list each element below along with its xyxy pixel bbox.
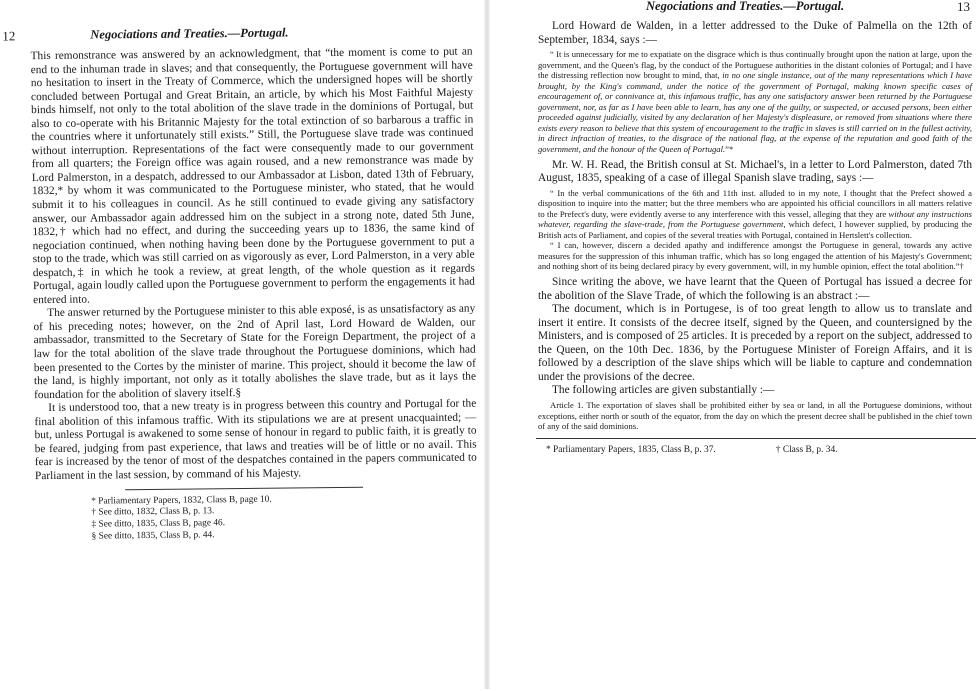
paragraph: Mr. W. H. Read, the British consul at St. Michael's, in a letter to Lord Palmerston, dated 7th August, 1835, speaking of a case of illegal Spanish slave trading, says :— <box>538 158 972 185</box>
left-body-text <box>1 45 484 483</box>
article-block <box>538 400 972 432</box>
quote-text: “ In the verbal communications of the 6th and 11th inst. alluded to in my note, I thought that the Prefect showed a disposition to inquire into the matter; but the three members who are appointed his official councillors in all matters relative to the Prefect's duty, were evidently averse to any interference with this vessel, alleging that they are <box>538 187 972 219</box>
paragraph: The document, which is in Portugese, is of too great length to allow us to translate and insert it entire. It consists of the decree itself, signed by the Queen, and countersigned by the Ministers, and is composed of 25 articles. It is preceded by a report on the subject, addressed to the Queen, on the 10th Dec. 1836, by the Portuguese Minister of Foreign Affairs, and it is followed by a description of the slave ships which will be liable to capture and condemnation under the provisions of the decree. <box>538 303 972 383</box>
quote-text: which defect, I however supplied, by producing the British acts of Parliament, and copies of the several treaties with Portugal, contained in Hertslett's collection. <box>538 219 973 240</box>
quote-text: “ It is unnecessary for me to expatiate on the disgrace which is thus continually brought upon the nation at large, upon the government, and the Queen's flag, by the conduct of the Portuguese authorities in the distant colonies of Portugal; and I have the distressing reflection now brought to mind, that, <box>538 49 972 81</box>
quote-text-italic: in no one single instance, out of the many representations which I have brought, by the King's command, under the notice of the government of Portugal, making known specific cases of encouragement of, or connivance at, this infamous traffic, has any one satisfactory answer been returned by the Portuguese government, nor, as far as I have been able to learn, has any one of the guilty, or suspected, or accused persons, been either proceeded against judicially, visited by any declaration of her Majesty's displeasure, or removed from situations where there exists every reason to believe that this system of encouragement to the traffic in slaves is still carried on in the fullest activity, in direct infraction of treaties, to the disgrace of the national flag, at the expense of the reputation and good faith of the government, and the honour of the Queen of Portugal. <box>538 70 972 155</box>
right-running-head <box>496 0 976 20</box>
left-page <box>0 0 485 691</box>
left-running-head <box>0 0 478 51</box>
right-footnotes <box>496 445 976 457</box>
article-1: Article 1. The exportation of slaves shall be prohibited either by sea or land, in all the Portuguese dominions, without exceptions, either north or south of the equator, from the day on which the present decree shall be published in the chief town of any of the said dominions. <box>538 399 972 432</box>
paragraph: It is understood too, that a new treaty is in progress between this country and Portugal for the final abolition of this infamous traffic. With its stipulations we are at present unacquainted; —but, unless Portugal is awakened to some sense of honour in regard to public faith, it is greatly to be feared, judging from past experience, that laws and treaties will be of little or no avail. This fear is increased by the tenor of most of the despatches contained in the papers communicated to Parliament in the last session, by command of his Majesty. <box>34 397 477 483</box>
quote-paragraph <box>538 188 972 241</box>
footnote: ‡ See ditto, 1835, Class B, page 46. <box>91 518 226 530</box>
quote-text: ”* <box>725 144 734 155</box>
footnote: * Parliamentary Papers, 1835, Class B, p. 37. <box>546 444 716 455</box>
paragraph: Since writing the above, we have learnt that the Queen of Portugal has issued a decree for the abolition of the Slave Trade, of which the following is an abstract :— <box>538 276 972 302</box>
paragraph: Lord Howard de Walden, in a letter addressed to the Duke of Palmella on the 12th of September, 1834, says :— <box>538 20 972 46</box>
gutter <box>484 0 490 689</box>
block-quote <box>538 188 972 272</box>
left-footnotes <box>5 492 483 544</box>
footnote-rule <box>125 486 363 489</box>
right-page <box>496 0 976 689</box>
right-running-title: Negociations and Treaties.—Portugal. <box>646 0 845 13</box>
left-running-title: Negociations and Treaties.—Portugal. <box>90 25 289 42</box>
quote-paragraph <box>538 49 972 154</box>
right-body-text <box>496 20 976 432</box>
footnote: † See ditto, 1832, Class B, p. 13. <box>91 506 215 518</box>
paragraph: The answer returned by the Portuguese minister to this able exposé, is as unsatisfactory as any of his preceding notes; however, on the 2nd of April last, Lord Howard de Walden, our ambassador, transmitted to the Secretary of State for the Foreign Department, the project of a law for the total abolition of the slave trade throughout the Portuguese dominions, which had been presented to the Cortes by the minister of marine. This project, should it become the law of the land, is highly important, not only as it totally abolishes the slave trade, but as it lays the foundation for the abolition of slavery itself.§ <box>33 302 477 401</box>
quote-text-italic: without any instructions whatever, regarding the slave-trade, from the Portuguese government, <box>538 208 972 230</box>
paragraph: This remonstrance was answered by an acknowledgment, that “the moment is come to put an end to the inhuman trade in slaves; and that consequently, the Portuguese government will have no hesitation to insert in the Treaty of Commerce, which the undersigned hopes will be shortly concluded between Portugal and Great Britain, an article, by which his Most Faithful Majesty binds himself, not only to the total abolition of the slave trade in the dominions of Portugal, but also to co-operate with his Britannic Majesty for the total extinction of so barbarous a traffic in the countries where it unfortunately still exists.” Still, the Portuguese slave trade was continued without interruption. Representations of the fact were consequently made to our government from all quarters; the Foreign office was again roused, and a new remonstrance was made by Lord Palmerston, in a despatch, addressed to our Ambassador at Lisbon, dated 13th of February, 1832,* by whom it was communicated to the Portuguese minister, who stated, that he would submit it to his colleagues in council. As he still continued to evade giving any satisfactory answer, our Ambassador again addressed him on the subject in a strong note, dated 5th June, 1832,† which had no effect, and during the succeeding years up to 1836, the same kind of negociation continued, when nothing having been done by the Portuguese government to put a stop to the trade, which was still carried on as vigorously as ever, Lord Palmerston, in a very able despatch,‡ in which he took a review, at great length, of the whole question as it regards Portugal, again loudly called upon the Portuguese government to perform the engagements it had entered into. <box>30 45 476 307</box>
paragraph: The following articles are given substantially :— <box>552 384 775 397</box>
quote-paragraph: “ I can, however, discern a decided apathy and indifference amongst the Portuguese in general, towards any active measures for the suppression of this inhuman traffic, which has so long engaged the attention of his Majesty's Government; and nothing short of its being declared piracy by every government, will, in my humble opinion, effect the total abolition.”† <box>538 240 972 272</box>
footnote: † Class B, p. 34. <box>775 444 838 455</box>
footnote: § See ditto, 1835, Class B, p. 44. <box>91 530 215 542</box>
block-quote <box>538 49 972 154</box>
left-page-number: 12 <box>2 28 16 44</box>
right-page-number: 13 <box>957 0 970 14</box>
footnote-rule <box>536 438 976 439</box>
footnote: * Parliamentary Papers, 1832, Class B, page 10. <box>91 494 272 507</box>
